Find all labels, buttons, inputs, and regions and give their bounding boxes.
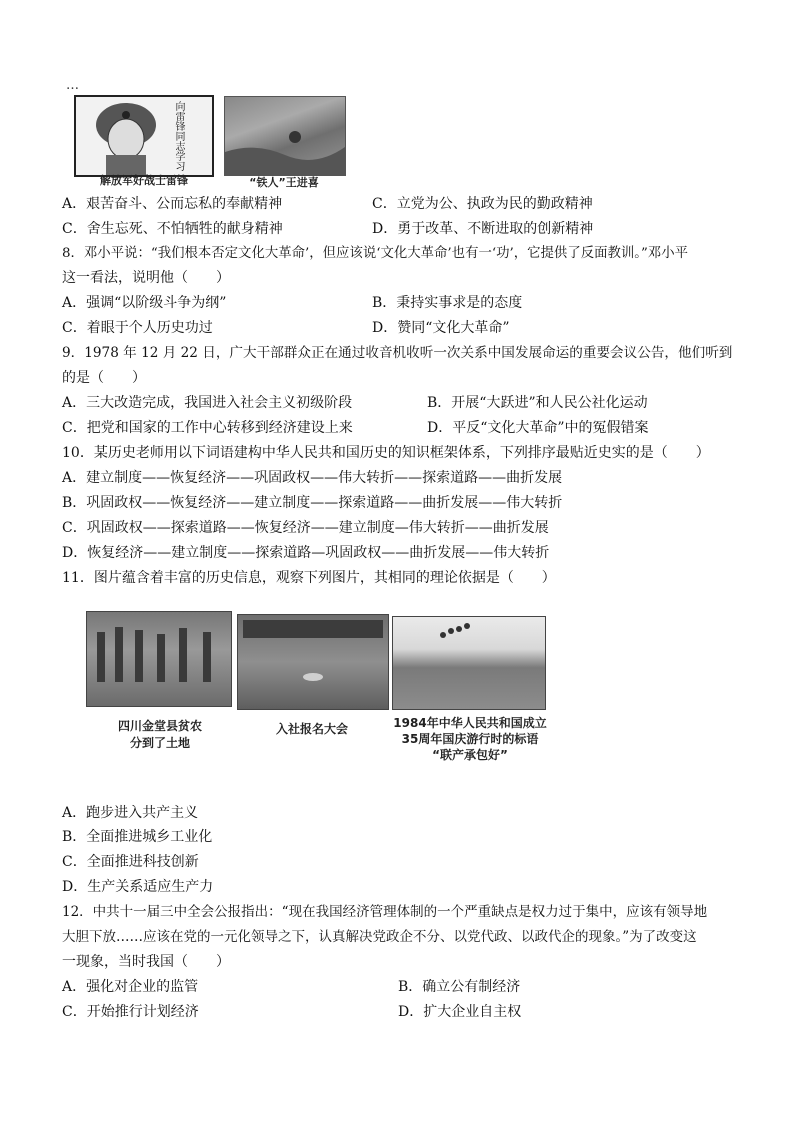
q11-caption-1-line2: 分到了土地 (129, 736, 190, 750)
q12-option-c: C．开始推行计划经济 (62, 1004, 199, 1020)
q12-option-d: D．扩大企业自主权 (398, 1004, 522, 1020)
q7-option-d: D．勇于改革、不断进取的创新精神 (372, 221, 594, 237)
q9-option-a: A．三大改造完成，我国进入社会主义初级阶段 (62, 395, 353, 411)
q8-stem-line2: 这一看法，说明他（ ） (62, 270, 230, 286)
q11-option-d: D．生产关系适应生产力 (62, 879, 214, 895)
q11-option-c: C．全面推进科技创新 (62, 854, 199, 870)
q11-caption-2-line1: 入社报名大会 (275, 722, 348, 736)
q7-image-wangjinxi (224, 96, 346, 176)
q7-caption-1: 解放军好战士雷锋 (100, 174, 188, 187)
q9-stem-line1: 9．1978 年 12 月 22 日，广大干部群众正在通过收音机收听一次关系中国发展命运的重要会议公告，他们听到 (62, 345, 733, 361)
q11-option-a: A．跑步进入共产主义 (62, 805, 199, 821)
q11-caption-3-line1: 1984年中华人民共和国成立 (393, 716, 547, 730)
q11-image-2 (237, 614, 389, 710)
q7-header-fragment: … (66, 78, 79, 93)
q11-option-b: B．全面推进城乡工业化 (62, 829, 213, 845)
q12-stem-line1: 12．中共十一届三中全会公报指出：“现在我国经济管理体制的一个严重缺点是权力过于集中，应该有领导地 (62, 904, 708, 920)
q11-stem: 11．图片蕴含着丰富的历史信息，观察下列图片，其相同的理论依据是（ ） (62, 570, 556, 586)
q7-caption-2: “铁人”王进喜 (249, 176, 319, 189)
q11-caption-3-line3: “联产承包好” (432, 748, 508, 762)
q12-option-a: A．强化对企业的监管 (62, 979, 199, 995)
q7-leifeng-inscription: 向雷锋同志学习 (173, 101, 184, 171)
leifeng-portrait-icon (76, 97, 212, 175)
q9-option-d: D．平反“文化大革命”中的冤假错案 (427, 420, 649, 436)
q12-stem-line3: 一现象，当时我国（ ） (62, 954, 230, 970)
q7-option-c2: C．舍生忘死、不怕牺牲的献身精神 (62, 221, 283, 237)
q11-image-3 (392, 616, 546, 710)
q10-option-d: D．恢复经济——建立制度——探索道路—巩固政权——曲折发展——伟大转折 (62, 545, 550, 561)
q10-option-b: B．巩固政权——恢复经济——建立制度——探索道路——曲折发展——伟大转折 (62, 495, 563, 511)
q9-option-b: B．开展“大跃进”和人民公社化运动 (427, 395, 648, 411)
q8-option-a: A．强调“以阶级斗争为纲” (62, 295, 227, 311)
q9-stem-line2: 的是（ ） (62, 370, 146, 386)
q8-option-c: C．着眼于个人历史功过 (62, 320, 213, 336)
q12-stem-line2: 大胆下放……应该在党的一元化领导之下，认真解决党政企不分、以党代政、以政代企的现象。”为了改变这 (62, 929, 697, 945)
q7-option-a: A．艰苦奋斗、公而忘私的奉献精神 (62, 196, 283, 212)
q8-stem-line1: 8．邓小平说：“我们根本否定文化大革命’，但应该说‘文化大革命’也有一‘功’，它提供了反面教训。”邓小平 (62, 246, 688, 261)
q7-image-leifeng (74, 95, 214, 177)
q11-image-1 (86, 611, 232, 707)
q10-option-a: A．建立制度——恢复经济——巩固政权——伟大转折——探索道路——曲折发展 (62, 470, 563, 486)
q10-option-c: C．巩固政权——探索道路——恢复经济——建立制度—伟大转折——曲折发展 (62, 520, 549, 536)
q9-option-c: C．把党和国家的工作中心转移到经济建设上来 (62, 420, 353, 436)
q8-option-b: B．秉持实事求是的态度 (372, 295, 523, 311)
q8-option-d: D．赞同“文化大革命” (372, 320, 510, 336)
q11-caption-1-line1: 四川金堂县贫农 (117, 719, 202, 733)
q11-caption-3-line2: 35周年国庆游行时的标语 (401, 732, 539, 746)
q12-option-b: B．确立公有制经济 (398, 979, 521, 995)
q7-option-c: C．立党为公、执政为民的勤政精神 (372, 196, 593, 212)
q10-stem: 10．某历史老师用以下词语建构中华人民共和国历史的知识框架体系，下列排序最贴近史实的是（ ） (62, 445, 710, 461)
